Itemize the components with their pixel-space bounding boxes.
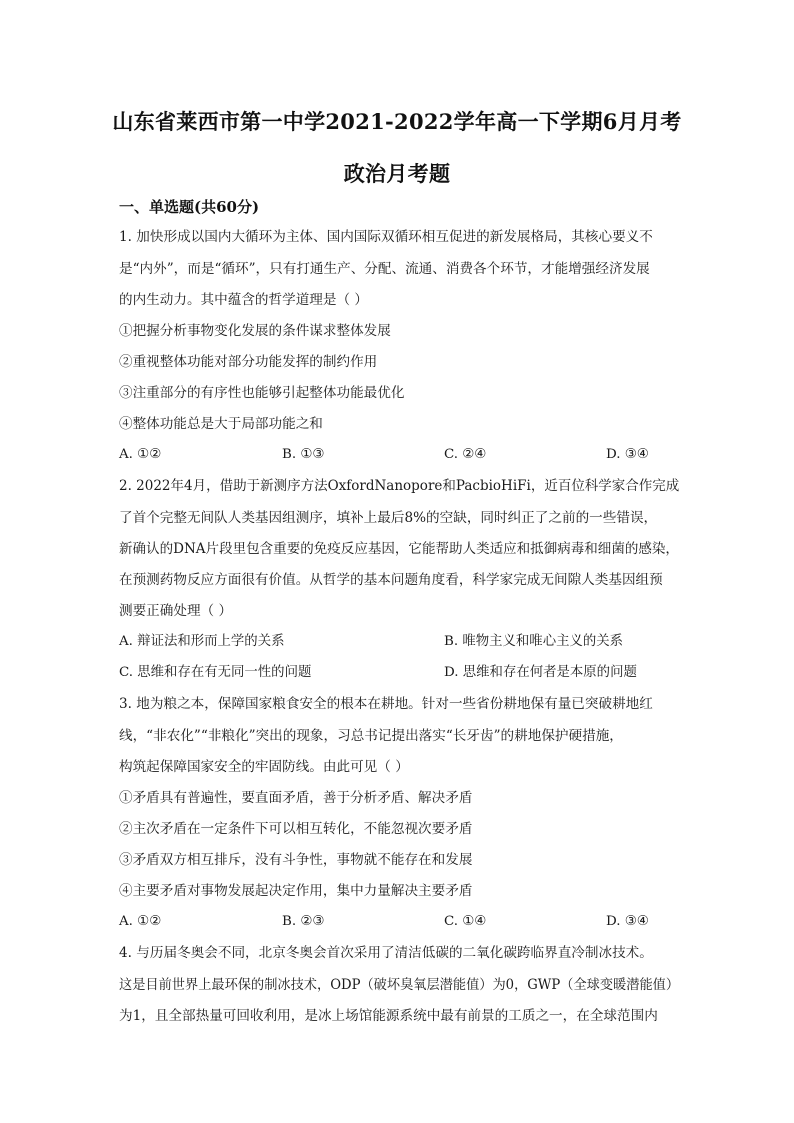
question-1-option-c: C. ②④ (444, 447, 487, 462)
section-heading: 一、单选题(共60分) (119, 198, 260, 216)
question-3-statement-1: ①矛盾具有普遍性，要直面矛盾，善于分析矛盾、解决矛盾 (119, 790, 473, 806)
question-2-option-c: C. 思维和存在有无同一性的问题 (119, 665, 312, 680)
question-3-stem-line: 构筑起保障国家安全的牢固防线。由此可见（ ） (119, 759, 409, 775)
question-4-stem-line: 为1，且全部热量可回收利用，是冰上场馆能源系统中最有前景的工质之一，在全球范围内 (119, 1008, 658, 1024)
question-2-stem-line: 2. 2022年4月，借助于新测序方法OxfordNanopore和PacbioHiFi，近百位科学家合作完成 (119, 478, 680, 494)
question-4-stem-line: 4. 与历届冬奥会不同，北京冬奥会首次采用了清洁低碳的二氧化碳跨临界直冷制冰技术。 (119, 945, 653, 961)
exam-title-line-1: 山东省莱西市第一中学2021-2022学年高一下学期6月月考 (112, 109, 682, 134)
question-1-stem-line: 的内生动力。其中蕴含的哲学道理是（ ） (119, 292, 369, 308)
question-3-option-a: A. ①② (119, 914, 162, 929)
question-2-option-a: A. 辩证法和形而上学的关系 (119, 634, 285, 649)
question-3-option-b: B. ②③ (282, 914, 325, 929)
question-2-option-d: D. 思维和存在何者是本原的问题 (444, 665, 637, 680)
question-2-option-b: B. 唯物主义和唯心主义的关系 (444, 634, 624, 649)
question-1-option-a: A. ①② (119, 447, 162, 462)
question-2-stem-line: 新确认的DNA片段里包含重要的免疫反应基因，它能帮助人类适应和抵御病毒和细菌的感染， (119, 541, 679, 557)
question-3-stem-line: 3. 地为粮之本，保障国家粮食安全的根本在耕地。针对一些省份耕地保有量已突破耕地红 (119, 696, 653, 712)
question-1-option-b: B. ①③ (282, 447, 325, 462)
exam-title-line-2: 政治月考题 (343, 161, 451, 186)
question-3-statement-2: ②主次矛盾在一定条件下可以相互转化，不能忽视次要矛盾 (119, 821, 473, 837)
question-1-statement-3: ③注重部分的有序性也能够引起整体功能最优化 (119, 385, 405, 401)
question-1-option-d: D. ③④ (606, 447, 649, 462)
question-3-option-c: C. ①④ (444, 914, 487, 929)
question-3-statement-4: ④主要矛盾对事物发展起决定作用，集中力量解决主要矛盾 (119, 883, 473, 899)
question-2-stem-line: 了首个完整无间队人类基因组测序，填补上最后8%的空缺，同时纠正了之前的一些错误， (119, 510, 658, 526)
question-1-statement-4: ④整体功能总是大于局部功能之和 (119, 416, 323, 432)
question-3-option-d: D. ③④ (606, 914, 649, 929)
question-3-statement-3: ③矛盾双方相互排斥，没有斗争性，事物就不能存在和发展 (119, 852, 473, 868)
question-3-stem-line: 线，“非农化”“非粮化”突出的现象，习总书记提出落实“长牙齿”的耕地保护硬措施， (119, 728, 623, 744)
question-2-stem-line: 在预测药物反应方面很有价值。从哲学的基本问题角度看，科学家完成无间隙人类基因组预 (119, 572, 663, 588)
question-2-stem-line: 测要正确处理（ ） (119, 603, 233, 619)
question-4-stem-line: 这是目前世界上最环保的制冰技术，ODP（破坏臭氧层潜能值）为0，GWP（全球变暖潜能值） (119, 977, 680, 993)
question-1-statement-2: ②重视整体功能对部分功能发挥的制约作用 (119, 354, 378, 370)
question-1-stem-line: 1. 加快形成以国内大循环为主体、国内国际双循环相互促进的新发展格局，其核心要义不 (119, 229, 653, 245)
question-1-stem-line: 是“内外”，而是“循环”，只有打通生产、分配、流通、消费各个环节，才能增强经济发展 (119, 261, 650, 277)
question-1-statement-1: ①把握分析事物变化发展的条件谋求整体发展 (119, 323, 391, 339)
